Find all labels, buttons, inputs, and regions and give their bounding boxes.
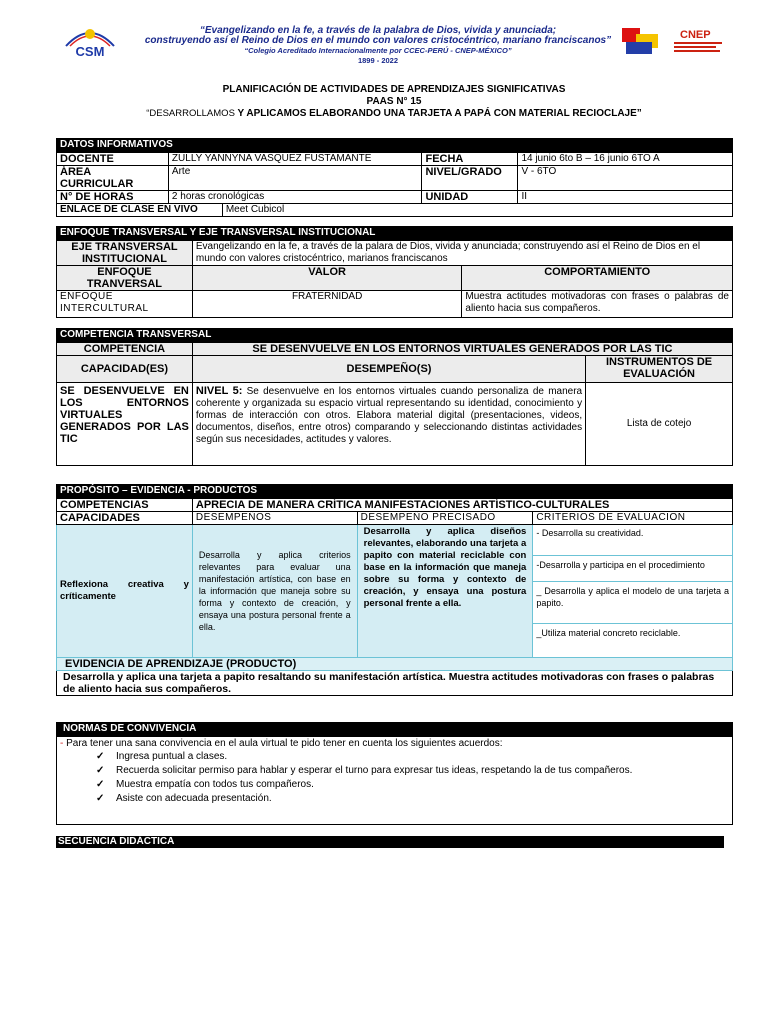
competencia-heading: COMPETENCIA TRANSVERSAL <box>57 329 733 343</box>
desempenos-header: DESEMPEÑO(S) <box>192 356 585 383</box>
horas-value: 2 horas cronológicas <box>168 191 422 204</box>
desempeno-precisado: Desarrolla y aplica diseños relevantes, elaborando una tarjeta a papito con material reciclable con base en la información que maneja sobre su forma y contexto de creación, y ensaya una postura personal frente a ella. <box>357 525 533 658</box>
normas-body <box>57 737 733 825</box>
eje-value: Evangelizando en la fe, a través de la palara de Dios, vivida y anunciada; construyendo así el Reino de Dios en el mundo con valores cristocéntrico, marianos franciscanos <box>192 241 732 266</box>
datos-informativos-table <box>56 138 733 217</box>
normas-intro-text: Para tener una sana convivencia en el aula virtual te pido tener en cuenta los siguientes acuerdos: <box>63 738 503 749</box>
secuencia-heading: SECUENCIA DIDÁCTICA <box>56 836 724 848</box>
normas-intro <box>60 738 729 750</box>
normas-list <box>60 750 729 806</box>
competencia-value: SE DESENVUELVE EN LOS ENTORNOS VIRTUALES GENERADOS POR LAS TIC <box>192 343 732 356</box>
desempenos-label: DESEMPEÑOS <box>192 512 357 525</box>
competencia-transversal-table <box>56 328 733 466</box>
proposito-heading: PROPÓSITO – EVIDENCIA - PRODUCTOS <box>57 485 733 499</box>
capacidad-value: SE DESENVUELVE EN LOS ENTORNOS VIRTUALES GENERADOS POR LAS TIC <box>57 383 193 466</box>
title-line-2: PAAS N° 15 <box>366 96 422 107</box>
desempeno-criterios: Desarrolla y aplica criterios relevantes para evaluar una manifestación artística, con base en la información que maneja sobre su forma y contexto de creación, y ensaya una postura personal frente a ella. <box>192 525 357 658</box>
normas-dash: - <box>60 738 64 749</box>
docente-value: ZULLY YANNYNA VASQUEZ FUSTAMANTE <box>168 153 422 166</box>
instrumento-value: Lista de cotejo <box>586 383 733 466</box>
title-line-3a: “DESARROLLAMOS <box>146 108 235 119</box>
horas-label: N° DE HORAS <box>57 191 169 204</box>
competencias-value: APRECIA DE MANERA CRÍTICA MANIFESTACIONES ARTÍSTICO-CULTURALES <box>192 499 732 512</box>
unidad-value: II <box>518 191 733 204</box>
docente-label: DOCENTE <box>57 153 169 166</box>
normas-table <box>56 722 733 825</box>
norma-item: ✓ Ingresa puntual a clases. <box>116 750 729 764</box>
desempeno-precisado-label: DESEMPEÑO PRECISADO <box>357 512 533 525</box>
fecha-value: 14 junio 6to B – 16 junio 6TO A <box>518 153 733 166</box>
norma-item: ✓ Muestra empatía con todos tus compañeros. <box>116 778 729 792</box>
evidencia-value: Desarrolla y aplica una tarjeta a papito resaltando su manifestación artística. Muestra actitudes motivadoras con frases o palabras de aliento hacia sus compañeros. <box>57 671 733 696</box>
motto-line-4: 1899 - 2022 <box>357 56 399 65</box>
datos-heading: DATOS INFORMATIVOS <box>57 139 733 153</box>
area-value: Arte <box>168 166 422 191</box>
eje-label: EJE TRANSVERSAL INSTITUCIONAL <box>57 241 193 266</box>
document-title <box>56 84 732 120</box>
enfoque-transversal-table <box>56 226 733 318</box>
enlace-label: ENLACE DE CLASE EN VIVO <box>57 204 223 217</box>
motto-line-2: construyendo así el Reino de Dios en el mundo con valores cristocéntrico, mariano franciscanos” <box>144 35 612 46</box>
fecha-label: FECHA <box>422 153 518 166</box>
comportamiento-value: Muestra actitudes motivadoras con frases o palabras de aliento hacia sus compañeros. <box>462 291 733 318</box>
nivel-bold: NIVEL 5: <box>195 385 243 397</box>
instrumentos-header: INSTRUMENTOS DE EVALUACIÓN <box>586 356 733 383</box>
institution-motto <box>118 26 638 66</box>
motto-line-3: “Colegio Acreditado Internacionalmente por CCEC-PERÚ - CNEP-MÉXICO” <box>244 46 512 55</box>
criterio-2: -Desarrolla y participa en el procedimiento <box>533 556 733 582</box>
desempeno-value <box>192 383 585 466</box>
valor-value: FRATERNIDAD <box>192 291 462 318</box>
criterio-3: _ Desarrolla y aplica el modelo de una tarjeta a papito. <box>533 582 733 624</box>
unidad-label: UNIDAD <box>422 191 518 204</box>
area-label: ÁREA CURRICULAR <box>57 166 169 191</box>
norma-item: ✓ Recuerda solicitar permiso para hablar y esperar el turno para expresar tus ideas, respetando la de tus compañeros. <box>116 764 729 778</box>
enfoque-col-header: ENFOQUE TRANVERSAL <box>57 266 193 291</box>
document-header <box>0 0 768 70</box>
nivel-value: V - 6TO <box>518 166 733 191</box>
motto-line-1: “Evangelizando en la fe, a través de la palabra de Dios, vivida y anunciada; <box>199 25 557 36</box>
competencias-label: COMPETENCIAS <box>57 499 193 512</box>
normas-heading: NORMAS DE CONVIVENCIA <box>57 723 733 737</box>
norma-item: ✓ Asiste con adecuada presentación. <box>116 792 729 806</box>
enfoque-heading: ENFOQUE TRANSVERSAL Y EJE TRANSVERSAL INSTITUCIONAL <box>57 227 733 241</box>
title-line-3b: Y APLICAMOS ELABORANDO UNA TARJETA A PAPÁ CON MATERIAL RECIOCLAJE” <box>234 108 642 119</box>
cnep-lettering: CNEP <box>680 29 711 41</box>
title-line-3 <box>56 108 732 120</box>
comportamiento-col-header: COMPORTAMIENTO <box>462 266 733 291</box>
capacidades-label: CAPACIDADES <box>57 512 193 525</box>
criterio-4: _Utiliza material concreto reciclable. <box>533 624 733 658</box>
evidencia-label: EVIDENCIA DE APRENDIZAJE (PRODUCTO) <box>57 658 733 671</box>
proposito-table <box>56 484 733 696</box>
criterio-1: - Desarrolla su creatividad. <box>533 525 733 556</box>
enfoque-value: ENFOQUE INTERCULTURAL <box>57 291 193 318</box>
school-logo <box>60 16 120 60</box>
criterios-label: CRITERIOS DE EVALUACION <box>533 512 733 525</box>
nivel-label: NIVEL/GRADO <box>422 166 518 191</box>
desempeno-text: Se desenvuelve en los entornos virtuales cuando personaliza de manera coherente y organizada su espacio virtual representando su identidad, conocimiento y formas de interacción con otros. Elabora material digital (presentaciones, videos, documentos, diseños, entre otros) comparando y seleccionando distintas actividades según sus necesidades, actitudes y valores. <box>195 386 583 445</box>
cnep-logo <box>622 24 732 64</box>
valor-col-header: VALOR <box>192 266 462 291</box>
logo-lettering: CSM <box>75 44 105 59</box>
capacidad-reflexiona: Reflexiona creativa y críticamente <box>57 525 193 658</box>
capacidades-header: CAPACIDAD(ES) <box>57 356 193 383</box>
competencia-label: COMPETENCIA <box>57 343 193 356</box>
title-line-1: PLANIFICACIÓN DE ACTIVIDADES DE APRENDIZAJES SIGNIFICATIVAS <box>222 84 566 95</box>
enlace-value: Meet Cubicol <box>222 204 732 217</box>
